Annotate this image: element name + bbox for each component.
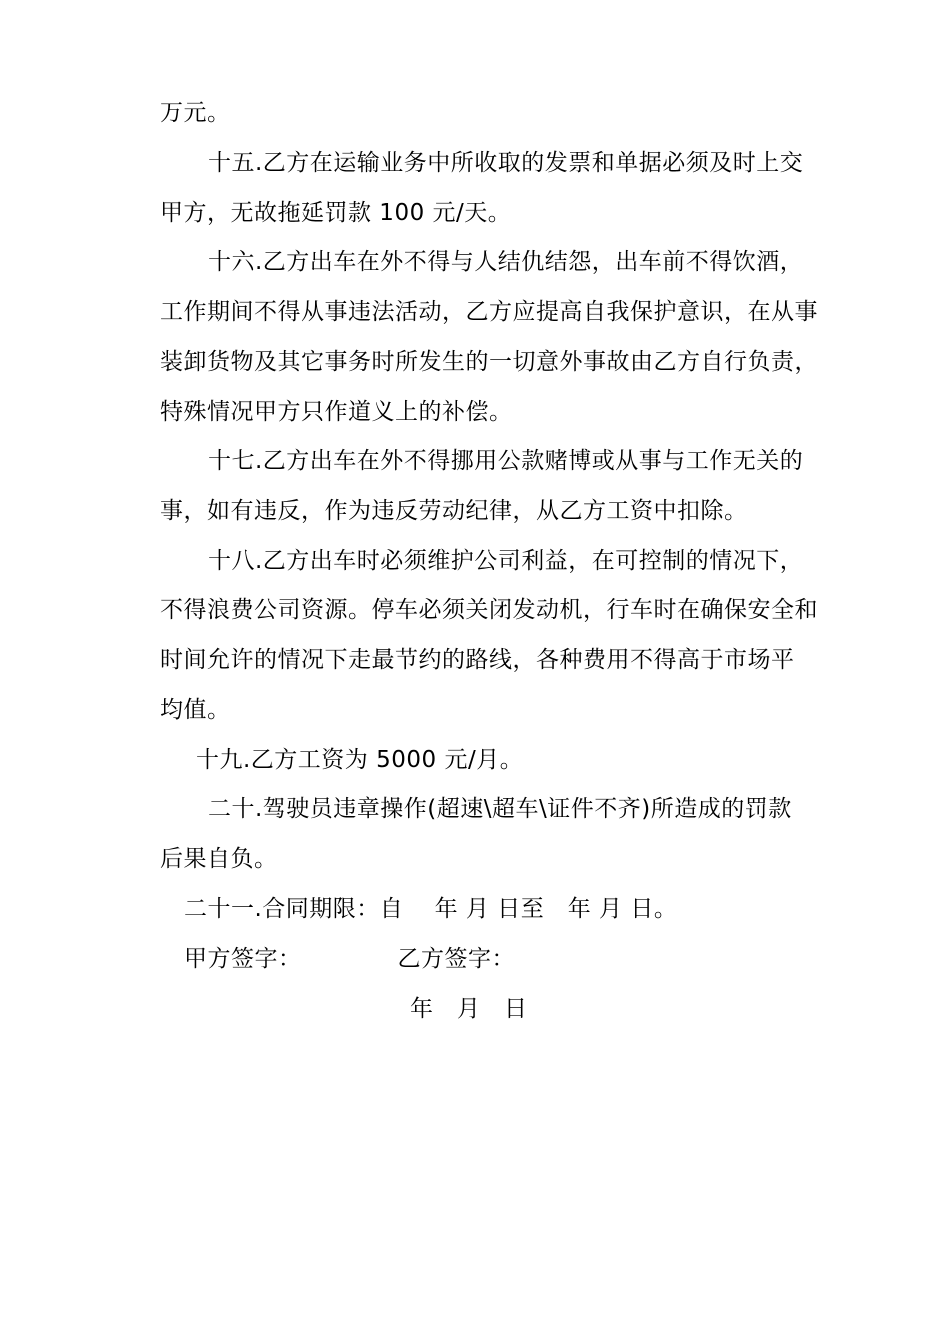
party-b-signature-label: 乙方签字： bbox=[397, 946, 515, 972]
clause-18-line-3: 时间允许的情况下走最节约的路线，各种费用不得高于市场平 bbox=[160, 647, 795, 673]
clause-16-line-1: 十六.乙方出车在外不得与人结仇结怨，出车前不得饮酒， bbox=[208, 249, 804, 275]
carryover-text: 万元。 bbox=[160, 100, 231, 126]
clause-16-line-2: 工作期间不得从事违法活动，乙方应提高自我保护意识，在从事 bbox=[160, 299, 818, 325]
clause-17-line-1: 十七.乙方出车在外不得挪用公款赌博或从事与工作无关的 bbox=[208, 448, 804, 474]
clause-17-line-2: 事，如有违反，作为违反劳动纪律，从乙方工资中扣除。 bbox=[160, 498, 748, 524]
clause-18-line-4: 均值。 bbox=[160, 697, 231, 723]
clause-16-line-4: 特殊情况甲方只作道义上的补偿。 bbox=[160, 399, 513, 425]
clause-20-line-1: 二十.驾驶员违章操作(超速\超车\证件不齐)所造成的罚款 bbox=[208, 796, 792, 822]
clause-15-line-1: 十五.乙方在运输业务中所收取的发票和单据必须及时上交 bbox=[208, 150, 804, 176]
signature-date: 年 月 日 bbox=[410, 996, 528, 1022]
signature-row bbox=[184, 944, 515, 974]
clause-19: 十九.乙方工资为 5000 元/月。 bbox=[196, 747, 524, 773]
clause-15-line-2: 甲方，无故拖延罚款 100 元/天。 bbox=[160, 200, 512, 226]
clause-16-line-3: 装卸货物及其它事务时所发生的一切意外事故由乙方自行负责， bbox=[160, 349, 818, 375]
clause-18-line-2: 不得浪费公司资源。停车必须关闭发动机，行车时在确保安全和 bbox=[160, 597, 818, 623]
clause-20-line-2: 后果自负。 bbox=[160, 846, 278, 872]
party-a-signature-label: 甲方签字： bbox=[184, 946, 302, 972]
clause-18-line-1: 十八.乙方出车时必须维护公司利益，在可控制的情况下， bbox=[208, 548, 804, 574]
clause-21: 二十一.合同期限：自 年 月 日至 年 月 日。 bbox=[184, 896, 678, 922]
